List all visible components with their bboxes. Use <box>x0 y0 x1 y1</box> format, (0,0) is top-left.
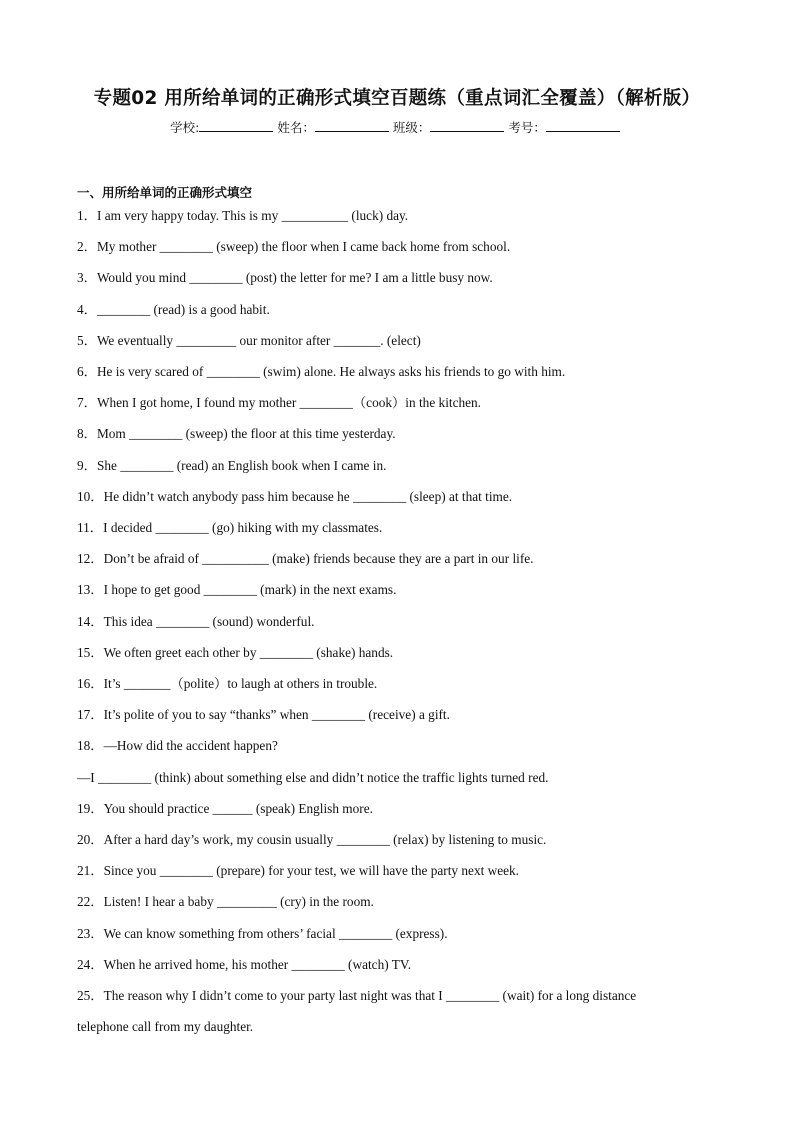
question-line: 12．Don’t be afraid of __________ (make) friends because they are a part in our life. <box>77 551 534 566</box>
question-line: 6．He is very scared of ________ (swim) alone. He always asks his friends to go with him. <box>77 364 566 379</box>
exam-number-label: 考号： <box>508 120 546 135</box>
class-blank[interactable] <box>430 119 504 132</box>
question-line: —I ________ (think) about something else and didn’t notice the traffic lights turned red. <box>77 770 549 785</box>
school-label: 学校: <box>170 120 200 135</box>
student-info-line <box>0 118 794 136</box>
question-line: 18．—How did the accident happen? <box>77 738 278 753</box>
question-line: 20．After a hard day’s work, my cousin usually ________ (relax) by listening to music. <box>77 832 547 847</box>
question-line: 3．Would you mind ________ (post) the letter for me? I am a little busy now. <box>77 270 493 285</box>
question-line: 14．This idea ________ (sound) wonderful. <box>77 614 315 629</box>
question-line: 7．When I got home, I found my mother ________（cook）in the kitchen. <box>77 395 482 410</box>
class-label: 班级： <box>392 120 431 135</box>
name-label: 姓名： <box>277 120 315 135</box>
exam-number-blank[interactable] <box>546 119 620 132</box>
question-line: 25．The reason why I didn’t come to your party last night was that I ________ (wait) for a long distance <box>77 988 637 1003</box>
question-line: 4．________ (read) is a good habit. <box>77 302 270 317</box>
question-line: 9．She ________ (read) an English book when I came in. <box>77 458 387 473</box>
question-line: 13．I hope to get good ________ (mark) in the next exams. <box>77 582 397 597</box>
question-line: telephone call from my daughter. <box>77 1019 254 1034</box>
section-title: 一、用所给单词的正确形式填空 <box>77 185 253 200</box>
question-line: 24．When he arrived home, his mother ________ (watch) TV. <box>77 957 412 972</box>
question-line: 10．He didn’t watch anybody pass him because he ________ (sleep) at that time. <box>77 489 513 504</box>
question-line: 11．I decided ________ (go) hiking with my classmates. <box>77 520 383 535</box>
school-blank[interactable] <box>199 119 273 132</box>
question-line: 5．We eventually _________ our monitor after _______. (elect) <box>77 333 421 348</box>
question-line: 1．I am very happy today. This is my __________ (luck) day. <box>77 208 409 223</box>
question-line: 19．You should practice ______ (speak) English more. <box>77 801 373 816</box>
question-line: 22．Listen! I hear a baby _________ (cry) in the room. <box>77 894 374 909</box>
name-blank[interactable] <box>315 119 389 132</box>
question-line: 17．It’s polite of you to say “thanks” when ________ (receive) a gift. <box>77 707 450 722</box>
question-line: 21．Since you ________ (prepare) for your test, we will have the party next week. <box>77 863 519 878</box>
document-title: 专题02 用所给单词的正确形式填空百题练（重点词汇全覆盖）（解析版） <box>93 88 701 109</box>
question-line: 23．We can know something from others’ facial ________ (express). <box>77 926 448 941</box>
question-line: 8．Mom ________ (sweep) the floor at this time yesterday. <box>77 426 396 441</box>
question-line: 2．My mother ________ (sweep) the floor when I came back home from school. <box>77 239 511 254</box>
question-line: 15．We often greet each other by ________ (shake) hands. <box>77 645 394 660</box>
question-line: 16．It’s _______（polite）to laugh at others in trouble. <box>77 676 378 691</box>
